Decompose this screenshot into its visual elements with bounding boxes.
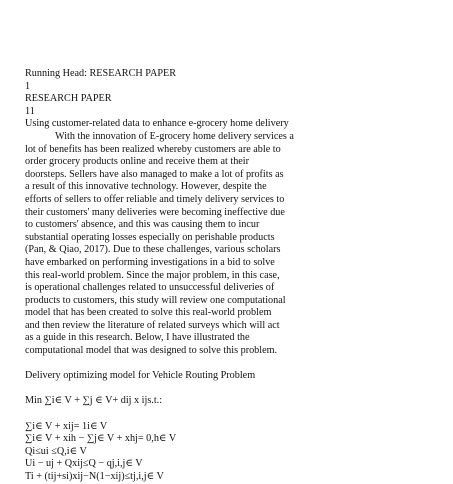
spacer xyxy=(25,358,440,371)
paragraph-line: computational model that was designed to solve this problem. xyxy=(25,345,278,357)
objective-function: Min ∑i∈ V + ∑j ∈ V+ dij x ijs.t.: xyxy=(25,395,163,407)
paragraph-line: this real-world problem. Since the major problem, in this case, xyxy=(25,269,280,281)
document-page xyxy=(25,68,440,484)
paragraph-line: Using customer-related data to enhance e-grocery home delivery xyxy=(25,118,289,130)
paragraph-line: as a guide in this research. Below, I have illustrated the xyxy=(25,332,250,344)
paragraph-line: have embarked on performing investigations in a bid to solve xyxy=(25,256,275,268)
paragraph-line: model that has been created to solve this real-world problem xyxy=(25,307,272,319)
paragraph-line: efforts of sellers to offer reliable and timely delivery services to xyxy=(25,193,285,205)
paragraph-line: order grocery products online and receive them at their xyxy=(25,156,250,168)
constraint-line: ∑i∈ V + xij= 1i∈ V xyxy=(25,420,108,432)
header-title: RESEARCH PAPER xyxy=(25,93,112,105)
constraint-line: Qi≤ui ≤Q,i∈ V xyxy=(25,445,87,457)
paragraph-line: to customers' absence, and this was causing them to incur xyxy=(25,219,260,231)
paragraph-line: doorsteps. Sellers have also managed to make a lot of profits as xyxy=(25,168,284,180)
constraint-list xyxy=(25,421,440,484)
model-title: Delivery optimizing model for Vehicle Routing Problem xyxy=(25,370,256,382)
paragraph-line: a result of this innovative technology. However, despite the xyxy=(25,181,267,193)
paragraph-line: their customers' many deliveries were becoming ineffective due xyxy=(25,206,285,218)
spacer xyxy=(25,383,440,396)
body-paragraph xyxy=(25,118,440,357)
paragraph-line: substantial operating losses especially on perishable products xyxy=(25,231,275,243)
constraint-line: Ti + (tij+si)xij−N(1−xij)≤tj,i,j∈ V xyxy=(25,471,164,482)
paragraph-line: products to customers, this study will review one computational xyxy=(25,294,286,306)
paragraph-line: (Pan, & Qiao, 2017). Due to these challenges, various scholars xyxy=(25,244,281,256)
paragraph-line: and then review the literature of related surveys which will act xyxy=(25,319,280,331)
paragraph-line: With the innovation of E-grocery home delivery services a xyxy=(55,130,294,142)
paragraph-line: lot of benefits has been realized whereby customers are able to xyxy=(25,143,281,155)
spacer xyxy=(25,408,440,421)
constraint-line: ∑i∈ V + xih − ∑j∈ V + xhj= 0,h∈ V xyxy=(25,433,177,445)
running-head: Running Head: RESEARCH PAPER xyxy=(25,68,177,79)
constraint-line: Ui − uj + Qxij≤Q − qj,i,j∈ V xyxy=(25,458,143,470)
page-number: 1 xyxy=(25,80,31,92)
page-number-secondary: 11 xyxy=(25,105,35,117)
paragraph-line: is operational challenges related to unsuccessful deliveries of xyxy=(25,282,275,294)
